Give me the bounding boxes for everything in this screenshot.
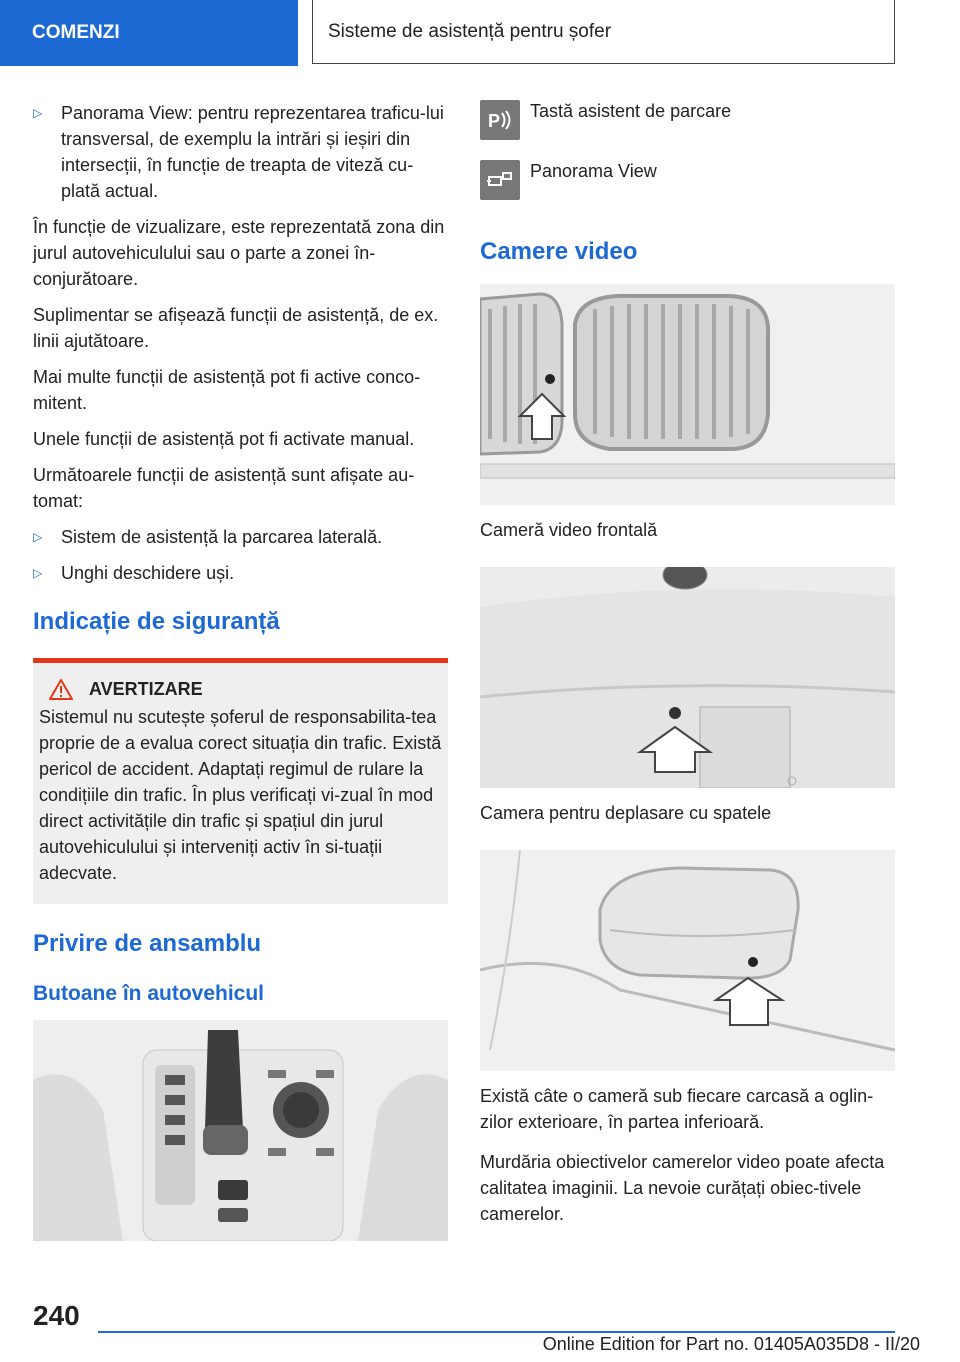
list-item: [33, 524, 448, 550]
front-camera-image: [480, 284, 895, 505]
warning-label: AVERTIZARE: [89, 679, 203, 699]
paragraph: În funcție de vizualizare, este reprezentată zona din jurul autovehiculului sau o parte a zonei în-conjurătoare.: [33, 217, 445, 289]
list-item: [33, 100, 448, 204]
panorama-view-key-icon: [480, 160, 520, 200]
rear-camera-image: [480, 567, 895, 788]
key-label: Tastă asistent de parcare: [530, 101, 732, 121]
left-column: [33, 100, 448, 1241]
key-label: Panorama View: [530, 161, 657, 181]
list-item-text: Unghi deschidere uși.: [61, 563, 235, 583]
paragraph: Murdăria obiectivelor camerelor video poate afecta calitatea imaginii. La nevoie curățați obiec-tivele camerelor.: [480, 1152, 885, 1224]
edition-note: Online Edition for Part no. 01405A035D8 - II/20: [542, 1334, 920, 1354]
center-console-image: [33, 1020, 448, 1241]
warning-text: Sistemul nu scutește șoferul de responsabilita-tea proprie de a evalua corect situația din trafic. Există pericol de accident. Adaptați regimul de rulare la condițiile din trafic. În plus verificați vi-zual în mod direct activitățile din trafic și spațiul din jurul autovehiculului și interveniți activ în si-tuații adecvate.: [39, 707, 442, 883]
footer-divider: [98, 1331, 895, 1333]
right-column: [480, 100, 895, 1237]
header-section-tab: [0, 0, 298, 66]
triangle-bullet-icon: ▷: [33, 566, 43, 580]
triangle-bullet-icon: ▷: [33, 530, 43, 544]
mirror-camera-image: [480, 850, 895, 1071]
paragraph: Mai multe funcții de asistență pot fi active conco-mitent.: [33, 367, 421, 413]
overview-heading: Privire de ansamblu: [33, 930, 262, 957]
page-number: 240: [33, 1300, 80, 1331]
list-item-text: Panorama View: pentru reprezentarea traficu-lui transversal, de exemplu la intrări și ieșiri din intersecții, în funcție de treapta de viteză cu-plată actual.: [61, 103, 444, 201]
cameras-heading: Camere video: [480, 238, 638, 265]
paragraph: Următoarele funcții de asistență sunt afișate au-tomat:: [33, 465, 415, 511]
chapter-title: Sisteme de asistență pentru șofer: [328, 20, 612, 42]
warning-title: [39, 679, 442, 700]
safety-heading: Indicație de siguranță: [33, 608, 280, 635]
image-caption: Cameră video frontală: [480, 520, 658, 540]
svg-text:P: P: [488, 111, 501, 131]
warning-box: [33, 658, 448, 904]
list-item-text: Sistem de asistență la parcarea laterală.: [61, 527, 383, 547]
paragraph: Suplimentar se afișează funcții de asistență, de ex. linii ajutătoare.: [33, 305, 439, 351]
paragraph: Există câte o cameră sub fiecare carcasă a oglin-zilor exterioare, în partea inferioară.: [480, 1086, 874, 1132]
image-caption: Camera pentru deplasare cu spatele: [480, 803, 772, 823]
warning-triangle-icon: [49, 679, 73, 700]
buttons-heading: Butoane în autovehicul: [33, 982, 265, 1005]
key-row-panorama: [480, 160, 895, 220]
key-row-parking: [480, 100, 895, 160]
list-item: [33, 560, 448, 586]
section-title: COMENZI: [32, 22, 120, 43]
triangle-bullet-icon: ▷: [33, 106, 43, 120]
header-chapter-tab: [312, 0, 895, 64]
paragraph: Unele funcții de asistență pot fi activate manual.: [33, 429, 415, 449]
parking-assistant-key-icon: [480, 100, 520, 140]
